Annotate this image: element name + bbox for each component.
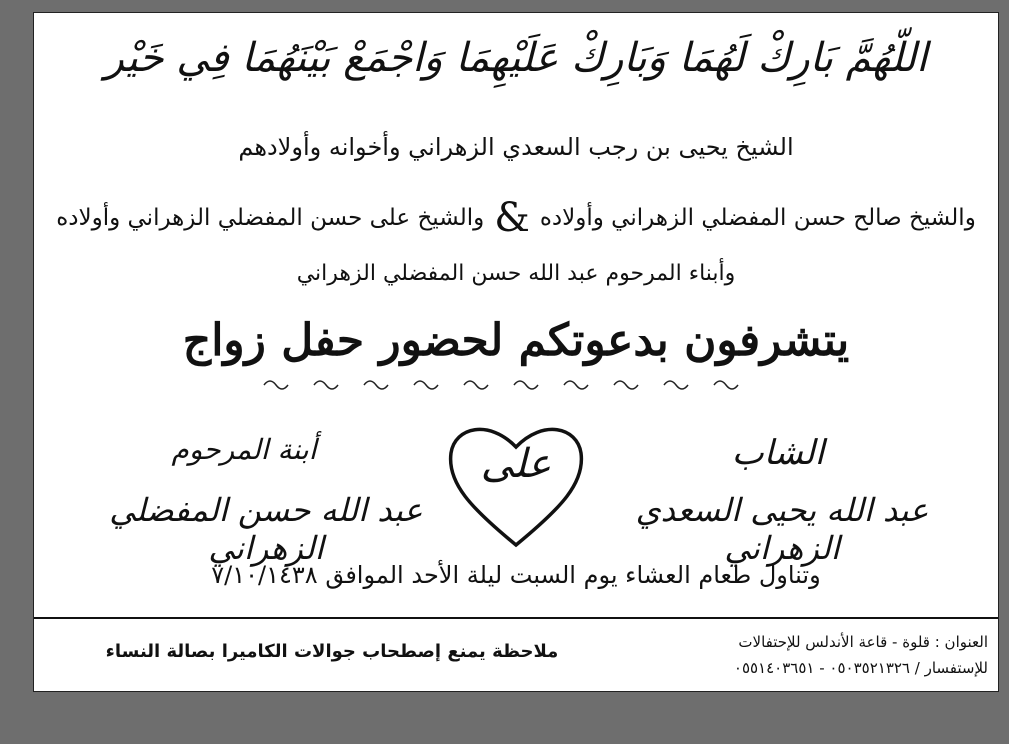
decorative-diacritics [254, 373, 774, 395]
groom-title: الشاب [731, 433, 825, 473]
invitation-card [33, 12, 999, 692]
ampersand: & [494, 195, 530, 241]
footer-divider [34, 617, 998, 619]
hosts-line-1: الشيخ يحيى بن رجب السعدي الزهراني وأخوانه وأولادهم [238, 133, 794, 161]
hosts-line-2-left: والشيخ على حسن المفضلي الزهراني وأولاده [56, 205, 485, 231]
hosts-line-2-right: والشيخ صالح حسن المفضلي الزهراني وأولاده [539, 205, 976, 231]
heart-emblem [441, 413, 591, 553]
venue-address: العنوان : قلوة - قاعة الأندلس للإحتفالات [738, 633, 988, 651]
contact-numbers: للإستفسار / ٠٥٠٣٥٢١٣٢٦ - ٠٥٥١٤٠٣٦٥١ [733, 659, 988, 677]
hosts-line-2 [34, 195, 998, 241]
bride-title: أبنة المرحوم [171, 433, 317, 466]
bride-name: عبد الله حسن المفضلي الزهراني [109, 491, 423, 567]
hosts-line-3: وأبناء المرحوم عبد الله حسن المفضلي الزهراني [296, 261, 736, 286]
footer-info [628, 629, 988, 681]
heart-name: على [480, 441, 552, 487]
dinner-date-line: وتناول طعام العشاء يوم السبت ليلة الأحد الموافق ٧/١٠/١٤٣٨ [211, 561, 821, 589]
camera-note: ملاحظة يمنع إصطحاب جوالات الكاميرا بصالة النساء [105, 641, 559, 662]
blessing-verse: اللّهُمَّ بَارِكْ لَهُمَا وَبَارِكْ عَلَيْهِمَا وَاجْمَعْ بَيْنَهُمَا فِي خَيْر [104, 35, 928, 81]
groom-name: عبد الله يحيى السعدي الزهراني [635, 491, 929, 567]
invitation-heading: يتشرفون بدعوتكم لحضور حفل زواج [182, 315, 850, 366]
